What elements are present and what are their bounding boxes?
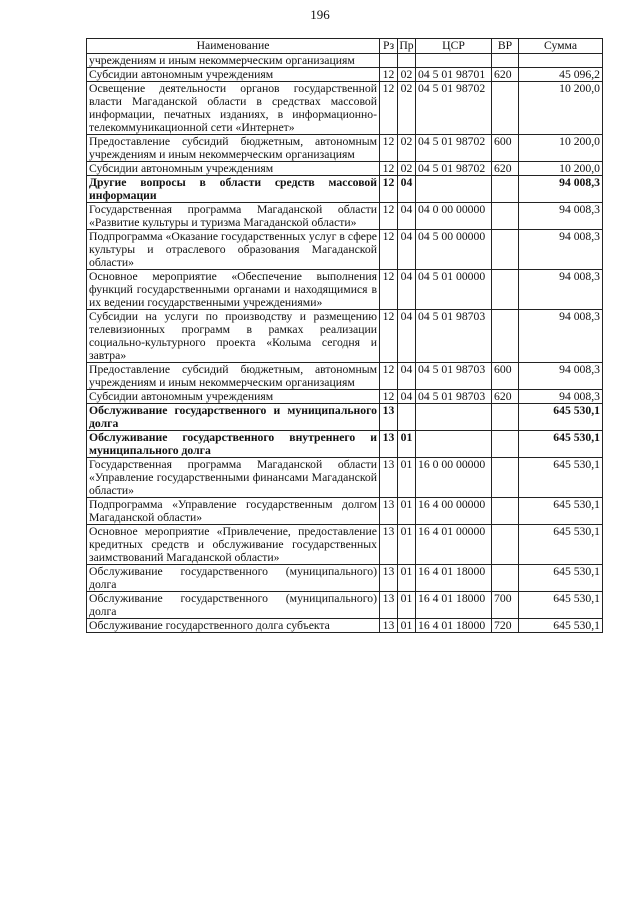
cell-pr: 04: [398, 310, 416, 363]
cell-pr: 01: [398, 431, 416, 458]
header-name: Наименование: [87, 39, 380, 54]
cell-pr: [398, 404, 416, 431]
cell-rz: 13: [380, 592, 398, 619]
cell-sum: 94 008,3: [519, 390, 603, 404]
table-row: [87, 404, 603, 431]
header-vr: ВР: [492, 39, 519, 54]
cell-rz: 12: [380, 162, 398, 176]
cell-csr: [416, 54, 492, 68]
cell-csr: 04 5 01 98703: [416, 390, 492, 404]
cell-name: Государственная программа Магаданской области «Управление государственными финансами Магаданской области»: [87, 458, 380, 498]
table-row: [87, 431, 603, 458]
cell-name: Предоставление субсидий бюджетным, автономным учреждениям и иным некоммерческим организациям: [87, 363, 380, 390]
cell-name: Подпрограмма «Оказание государственных услуг в сфере культуры и отраслевого образования Магаданской области»: [87, 230, 380, 270]
cell-name: Подпрограмма «Управление государственным долгом Магаданской области»: [87, 498, 380, 525]
cell-csr: 04 5 01 98701: [416, 68, 492, 82]
cell-sum: 645 530,1: [519, 619, 603, 633]
table-row: [87, 203, 603, 230]
cell-name: Освещение деятельности органов государственной власти Магаданской области в средствах массовой информации, печатных изданиях, в информационно-телекоммуникационной сети «Интернет»: [87, 82, 380, 135]
table-row: [87, 592, 603, 619]
cell-sum: 94 008,3: [519, 230, 603, 270]
cell-name: Субсидии автономным учреждениям: [87, 390, 380, 404]
cell-pr: 04: [398, 203, 416, 230]
cell-pr: 02: [398, 162, 416, 176]
cell-name: Другие вопросы в области средств массовой информации: [87, 176, 380, 203]
cell-sum: 94 008,3: [519, 176, 603, 203]
table-row: [87, 162, 603, 176]
cell-rz: 12: [380, 230, 398, 270]
cell-name: Обслуживание государственного (муниципального) долга: [87, 565, 380, 592]
cell-sum: 645 530,1: [519, 592, 603, 619]
cell-name: Субсидии на услуги по производству и размещению телевизионных программ в рамках реализации социально-культурного проекта «Колыма сегодня и завтра»: [87, 310, 380, 363]
cell-csr: [416, 176, 492, 203]
cell-sum: 45 096,2: [519, 68, 603, 82]
table-row: [87, 363, 603, 390]
cell-rz: 12: [380, 310, 398, 363]
cell-name: Обслуживание государственного и муниципального долга: [87, 404, 380, 431]
cell-pr: 04: [398, 363, 416, 390]
table-row: [87, 82, 603, 135]
cell-csr: 04 5 01 98702: [416, 135, 492, 162]
cell-rz: 12: [380, 176, 398, 203]
cell-rz: 13: [380, 619, 398, 633]
cell-rz: 12: [380, 363, 398, 390]
cell-name: Государственная программа Магаданской области «Развитие культуры и туризма Магаданской области»: [87, 203, 380, 230]
cell-vr: [492, 82, 519, 135]
cell-name: Субсидии автономным учреждениям: [87, 68, 380, 82]
cell-rz: 12: [380, 390, 398, 404]
cell-rz: 13: [380, 404, 398, 431]
cell-vr: [492, 54, 519, 68]
cell-csr: [416, 404, 492, 431]
cell-rz: 13: [380, 458, 398, 498]
cell-name: Субсидии автономным учреждениям: [87, 162, 380, 176]
cell-vr: [492, 404, 519, 431]
cell-csr: 16 4 01 18000: [416, 592, 492, 619]
cell-vr: 620: [492, 390, 519, 404]
cell-rz: 12: [380, 270, 398, 310]
cell-csr: 16 4 01 18000: [416, 565, 492, 592]
cell-csr: 04 0 00 00000: [416, 203, 492, 230]
cell-pr: 01: [398, 498, 416, 525]
cell-name: Основное мероприятие «Привлечение, предоставление кредитных средств и обслуживание государственных заимствований Магаданской области»: [87, 525, 380, 565]
cell-csr: 04 5 01 98703: [416, 363, 492, 390]
header-rz: Рз: [380, 39, 398, 54]
table-row: [87, 310, 603, 363]
cell-pr: 02: [398, 68, 416, 82]
cell-rz: 12: [380, 82, 398, 135]
cell-pr: 01: [398, 592, 416, 619]
table-row: [87, 498, 603, 525]
cell-rz: 13: [380, 565, 398, 592]
table-row: [87, 68, 603, 82]
cell-rz: 13: [380, 525, 398, 565]
cell-sum: [519, 54, 603, 68]
table-row: [87, 270, 603, 310]
header-csr: ЦСР: [416, 39, 492, 54]
table-row: [87, 176, 603, 203]
table-row: [87, 135, 603, 162]
cell-name: Обслуживание государственного (муниципального) долга: [87, 592, 380, 619]
cell-pr: 01: [398, 565, 416, 592]
cell-sum: 645 530,1: [519, 404, 603, 431]
cell-vr: 620: [492, 68, 519, 82]
cell-sum: 94 008,3: [519, 203, 603, 230]
cell-name: Обслуживание государственного внутреннего и муниципального долга: [87, 431, 380, 458]
cell-pr: 01: [398, 525, 416, 565]
cell-csr: 16 4 01 00000: [416, 525, 492, 565]
cell-sum: 94 008,3: [519, 363, 603, 390]
cell-name: Предоставление субсидий бюджетным, автономным учреждениям и иным некоммерческим организациям: [87, 135, 380, 162]
cell-csr: 04 5 01 98702: [416, 162, 492, 176]
cell-vr: 700: [492, 592, 519, 619]
table-body: [87, 54, 603, 633]
cell-vr: [492, 310, 519, 363]
cell-vr: [492, 230, 519, 270]
cell-vr: 720: [492, 619, 519, 633]
cell-pr: 04: [398, 230, 416, 270]
table-row: [87, 390, 603, 404]
page-number: 196: [310, 7, 330, 22]
table-row: [87, 230, 603, 270]
table-row: [87, 525, 603, 565]
cell-csr: 04 5 00 00000: [416, 230, 492, 270]
cell-csr: 04 5 01 98703: [416, 310, 492, 363]
cell-name: учреждениям и иным некоммерческим организациям: [87, 54, 380, 68]
header-pr: Пр: [399, 39, 414, 52]
cell-sum: 645 530,1: [519, 525, 603, 565]
table-row: [87, 54, 603, 68]
cell-csr: 04 5 01 98702: [416, 82, 492, 135]
cell-sum: 10 200,0: [519, 162, 603, 176]
cell-csr: 04 5 01 00000: [416, 270, 492, 310]
cell-csr: 16 4 00 00000: [416, 498, 492, 525]
cell-pr: [398, 54, 416, 68]
cell-rz: 12: [380, 135, 398, 162]
cell-name: Основное мероприятие «Обеспечение выполнения функций государственными органами и находящимися в их ведении государственными учреждениями»: [87, 270, 380, 310]
table-row: [87, 619, 603, 633]
cell-rz: 13: [380, 498, 398, 525]
table-row: [87, 458, 603, 498]
cell-vr: 620: [492, 162, 519, 176]
table-row: [87, 565, 603, 592]
cell-sum: 10 200,0: [519, 135, 603, 162]
budget-table: [86, 38, 603, 633]
cell-csr: [416, 431, 492, 458]
cell-vr: [492, 525, 519, 565]
cell-csr: 16 4 01 18000: [416, 619, 492, 633]
cell-pr: 01: [398, 458, 416, 498]
cell-vr: [492, 498, 519, 525]
cell-pr: 04: [398, 176, 416, 203]
cell-vr: [492, 458, 519, 498]
table-header-row: [87, 39, 603, 54]
cell-vr: [492, 565, 519, 592]
cell-vr: [492, 431, 519, 458]
cell-sum: 645 530,1: [519, 431, 603, 458]
cell-vr: 600: [492, 135, 519, 162]
cell-pr: 02: [398, 135, 416, 162]
cell-csr: 16 0 00 00000: [416, 458, 492, 498]
cell-rz: 13: [380, 431, 398, 458]
cell-pr: 04: [398, 270, 416, 310]
cell-sum: 645 530,1: [519, 565, 603, 592]
cell-sum: 10 200,0: [519, 82, 603, 135]
cell-vr: [492, 176, 519, 203]
cell-pr: 02: [398, 82, 416, 135]
cell-rz: 12: [380, 203, 398, 230]
cell-rz: 12: [380, 68, 398, 82]
cell-sum: 94 008,3: [519, 310, 603, 363]
cell-sum: 645 530,1: [519, 498, 603, 525]
header-sum: Сумма: [519, 39, 603, 54]
cell-rz: [380, 54, 398, 68]
cell-vr: 600: [492, 363, 519, 390]
cell-sum: 94 008,3: [519, 270, 603, 310]
cell-vr: [492, 270, 519, 310]
cell-vr: [492, 203, 519, 230]
cell-pr: 01: [398, 619, 416, 633]
cell-name: Обслуживание государственного долга субъекта: [87, 619, 380, 633]
cell-sum: 645 530,1: [519, 458, 603, 498]
cell-pr: 04: [398, 390, 416, 404]
